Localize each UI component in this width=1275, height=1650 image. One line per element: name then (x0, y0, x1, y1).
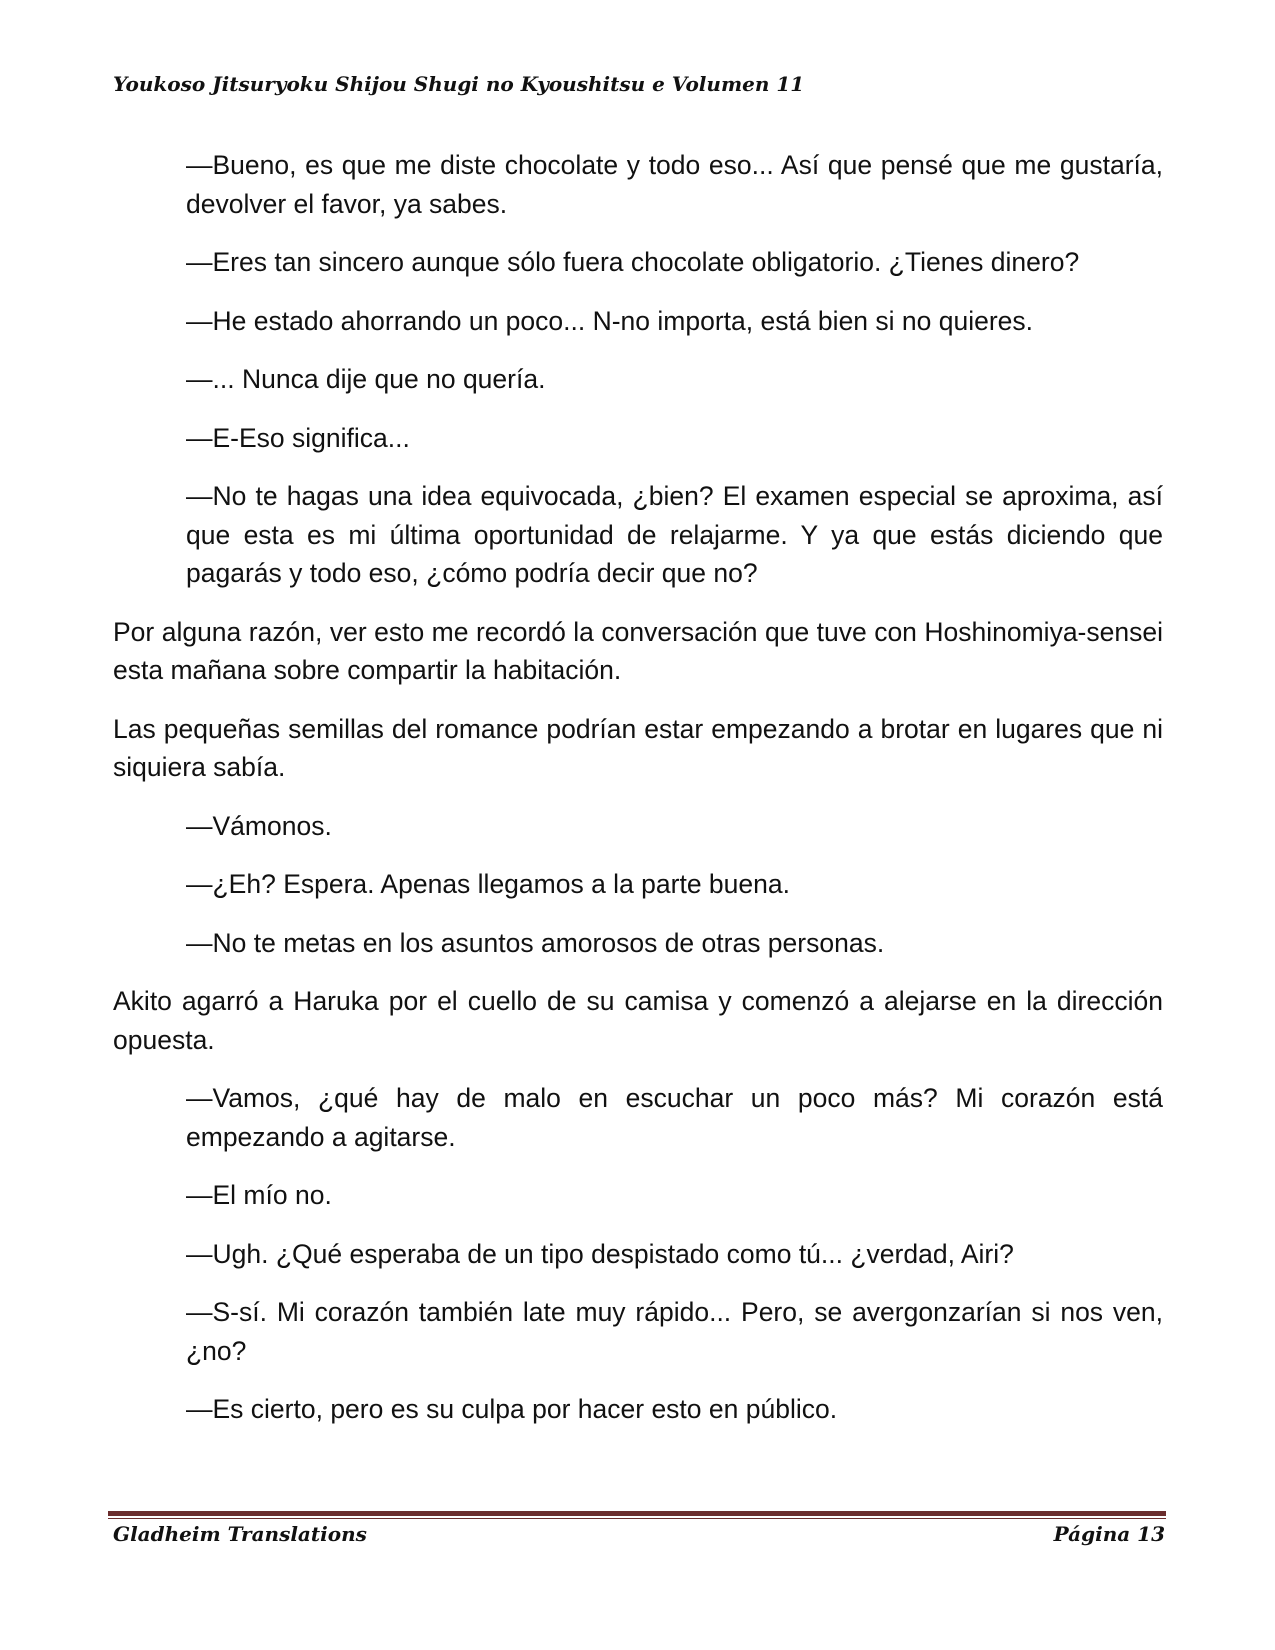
paragraph-dialogue: —¿Eh? Espera. Apenas llegamos a la parte buena. (186, 869, 790, 899)
paragraph-narration: Por alguna razón, ver esto me recordó la conversación que tuve con Hoshinomiya-sensei esta mañana sobre compartir la habitación. (113, 616, 1163, 685)
paragraph-dialogue: —No te hagas una idea equivocada, ¿bien? El examen especial se aproxima, así que esta es mi última oportunidad de relajarme. Y ya que estás diciendo que pagarás y todo eso, ¿cómo podría decir que no? (186, 481, 1163, 588)
footer-divider (108, 1511, 1166, 1519)
page-body (113, 146, 1163, 1449)
paragraph-dialogue: —S-sí. Mi corazón también late muy rápido... Pero, se avergonzarían si nos ven, ¿no? (186, 1297, 1163, 1366)
paragraph-dialogue: —Vámonos. (186, 810, 332, 841)
paragraph-dialogue: —Ugh. ¿Qué esperaba de un tipo despistado como tú... ¿verdad, Airi? (186, 1238, 1014, 1269)
paragraph-narration: Akito agarró a Haruka por el cuello de su camisa y comenzó a alejarse en la dirección opuesta. (113, 986, 1163, 1055)
paragraph-dialogue: —El mío no. (186, 1180, 332, 1210)
paragraph-dialogue: —... Nunca dije que no quería. (186, 364, 546, 394)
footer-page-number: Página 13 (1053, 1522, 1165, 1546)
paragraph-narration: Las pequeñas semillas del romance podrían estar empezando a brotar en lugares que ni siquiera sabía. (113, 713, 1163, 782)
paragraph-dialogue: —He estado ahorrando un poco... N-no importa, está bien si no quieres. (186, 305, 1034, 336)
paragraph-dialogue: —Bueno, es que me diste chocolate y todo eso... Así que pensé que me gustaría, devolver el favor, ya sabes. (186, 150, 1163, 219)
page-header-title: Youkoso Jitsuryoku Shijou Shugi no Kyoushitsu e Volumen 11 (113, 72, 805, 96)
paragraph-dialogue: —Es cierto, pero es su culpa por hacer esto en público. (186, 1394, 838, 1424)
footer-translator: Gladheim Translations (113, 1522, 367, 1546)
paragraph-dialogue: —Vamos, ¿qué hay de malo en escuchar un poco más? Mi corazón está empezando a agitarse. (186, 1083, 1163, 1152)
paragraph-dialogue: —Eres tan sincero aunque sólo fuera chocolate obligatorio. ¿Tienes dinero? (186, 247, 1080, 277)
paragraph-dialogue: —E-Eso significa... (186, 422, 410, 453)
paragraph-dialogue: —No te metas en los asuntos amorosos de otras personas. (186, 927, 885, 958)
